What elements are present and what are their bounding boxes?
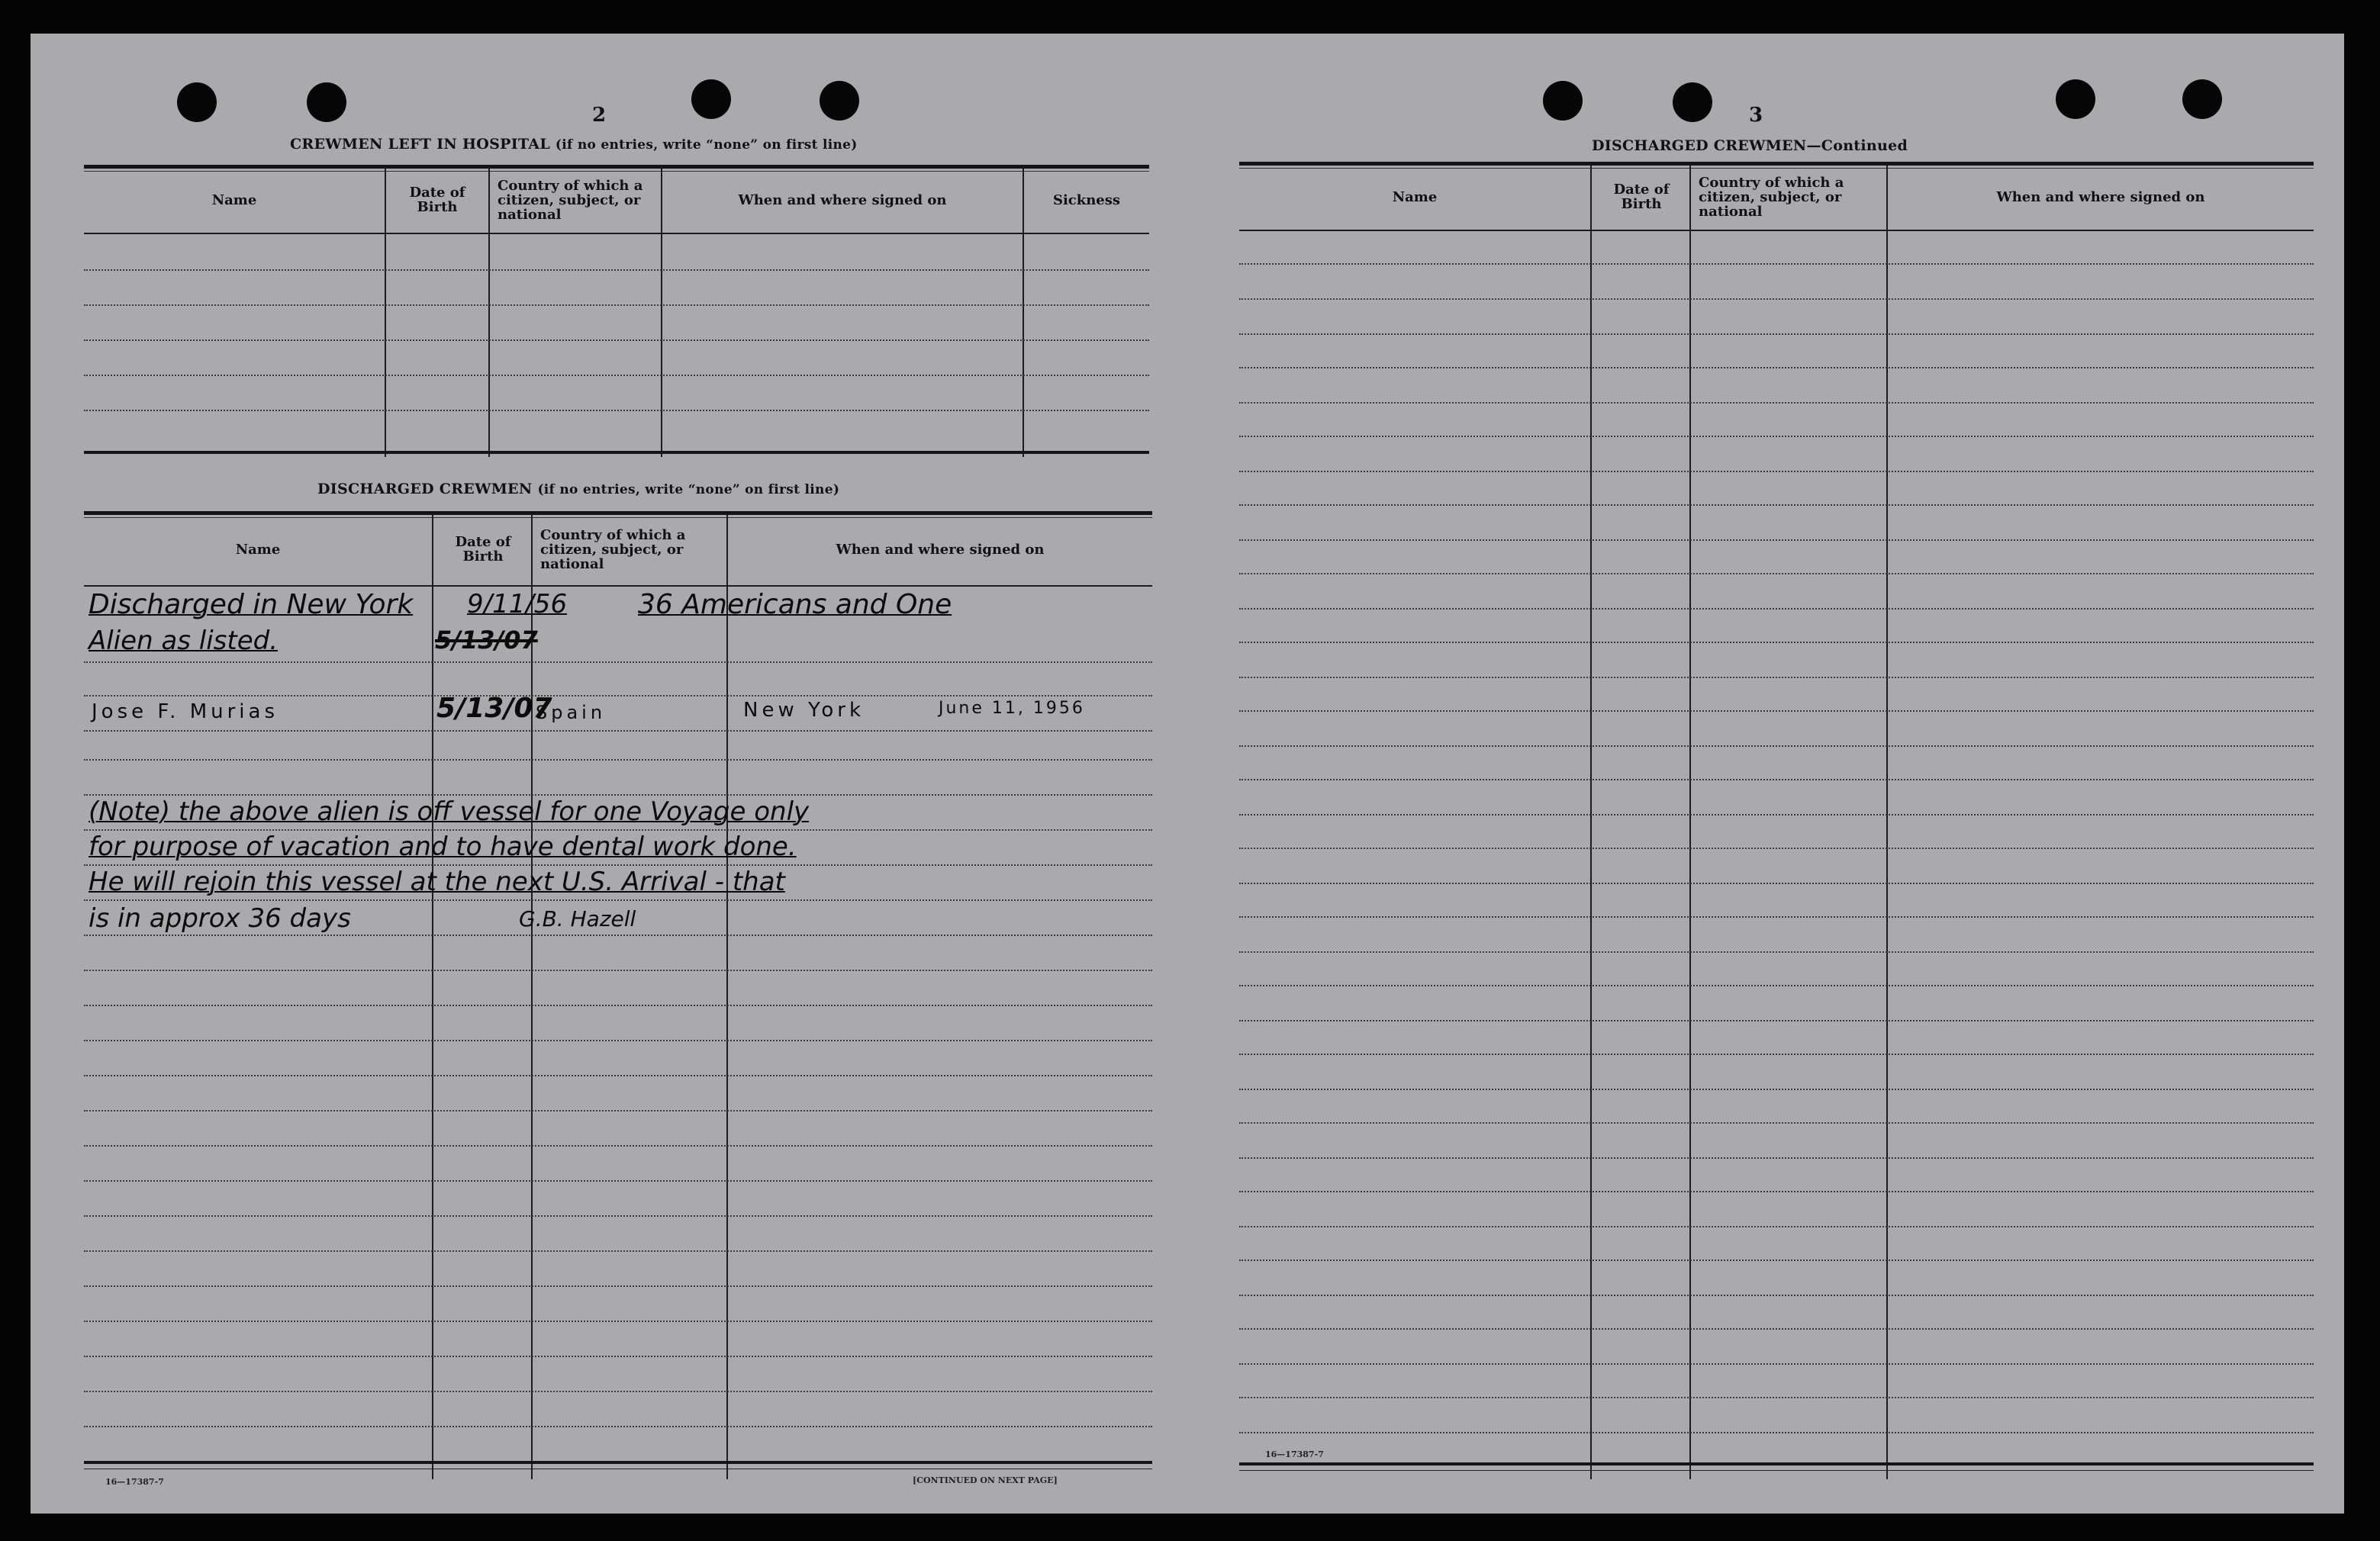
discharged-col-name: Name (235, 541, 281, 558)
discharged-col-signed: When and where signed on (836, 541, 1045, 558)
punch-hole (691, 79, 731, 119)
hospital-col-country: Country of which a citizen, subject, or national (498, 177, 643, 223)
hospital-col-dob: Date of Birth (409, 185, 465, 215)
punch-hole (1673, 82, 1712, 122)
hospital-col-signed: When and where signed on (738, 191, 947, 208)
note-line-1: (Note) the above alien is off vessel for one Voyage only (89, 796, 810, 827)
handwritten-discharge-line1: Discharged in New York (89, 589, 414, 620)
form-number-right: 16—17387-7 (1265, 1449, 1324, 1459)
discharged-col-dob: Date of Birth (455, 534, 511, 565)
discharged-table (84, 511, 1152, 1479)
struck-date: 5/13/07 (435, 626, 538, 655)
continued-col-country: Country of which a citizen, subject, or national (1699, 174, 1844, 220)
note-line-2: for purpose of vacation and to have dental work done. (89, 832, 797, 862)
form-number-left: 16—17387-7 (105, 1477, 164, 1487)
hospital-col-sickness: Sickness (1052, 191, 1121, 208)
hospital-section-title (290, 136, 858, 153)
crew-name: Jose F. Murias (92, 700, 279, 723)
hospital-col-name: Name (211, 191, 257, 208)
document-sheet (31, 34, 2344, 1514)
discharged-section-title (317, 481, 839, 497)
note-line-4: is in approx 36 days (89, 903, 351, 934)
discharged-continued-table (1239, 162, 2314, 1479)
hospital-table (84, 165, 1149, 457)
page-number-left: 2 (592, 104, 607, 127)
continued-note: [CONTINUED ON NEXT PAGE] (913, 1475, 1058, 1485)
note-line-3: He will rejoin this vessel at the next U.S. Arrival - that (89, 867, 785, 897)
punch-hole (2056, 79, 2095, 119)
handwritten-discharge-line1-rest: 36 Americans and One (638, 589, 952, 620)
continued-section-title: DISCHARGED CREWMEN—Continued (1592, 137, 1908, 154)
note-signature: G.B. Hazell (519, 906, 636, 931)
punch-hole (177, 82, 217, 122)
crew-country: Spain (536, 702, 607, 723)
continued-col-signed: When and where signed on (1996, 188, 2205, 205)
discharged-instruction: (if no entries, write “none” on first line) (537, 482, 840, 497)
handwritten-discharge-line2: Alien as listed. (89, 626, 279, 656)
page-number-right: 3 (1749, 104, 1763, 127)
discharged-col-country: Country of which a citizen, subject, or national (540, 526, 686, 572)
crew-signed-date: June 11, 1956 (939, 699, 1085, 718)
punch-hole (820, 81, 859, 121)
punch-hole (307, 82, 346, 122)
punch-hole (1543, 81, 1583, 121)
punch-hole (2182, 79, 2222, 119)
hospital-title-text: CREWMEN LEFT IN HOSPITAL (290, 136, 550, 153)
continued-col-dob: Date of Birth (1613, 182, 1670, 212)
continued-col-name: Name (1392, 188, 1438, 205)
crew-dob: 5/13/07 (436, 693, 552, 724)
crew-signed-place: New York (743, 699, 865, 722)
hospital-instruction: (if no entries, write “none” on first line) (555, 137, 858, 153)
discharged-title-text: DISCHARGED CREWMEN (317, 481, 533, 497)
handwritten-discharge-date: 9/11/56 (467, 589, 568, 619)
